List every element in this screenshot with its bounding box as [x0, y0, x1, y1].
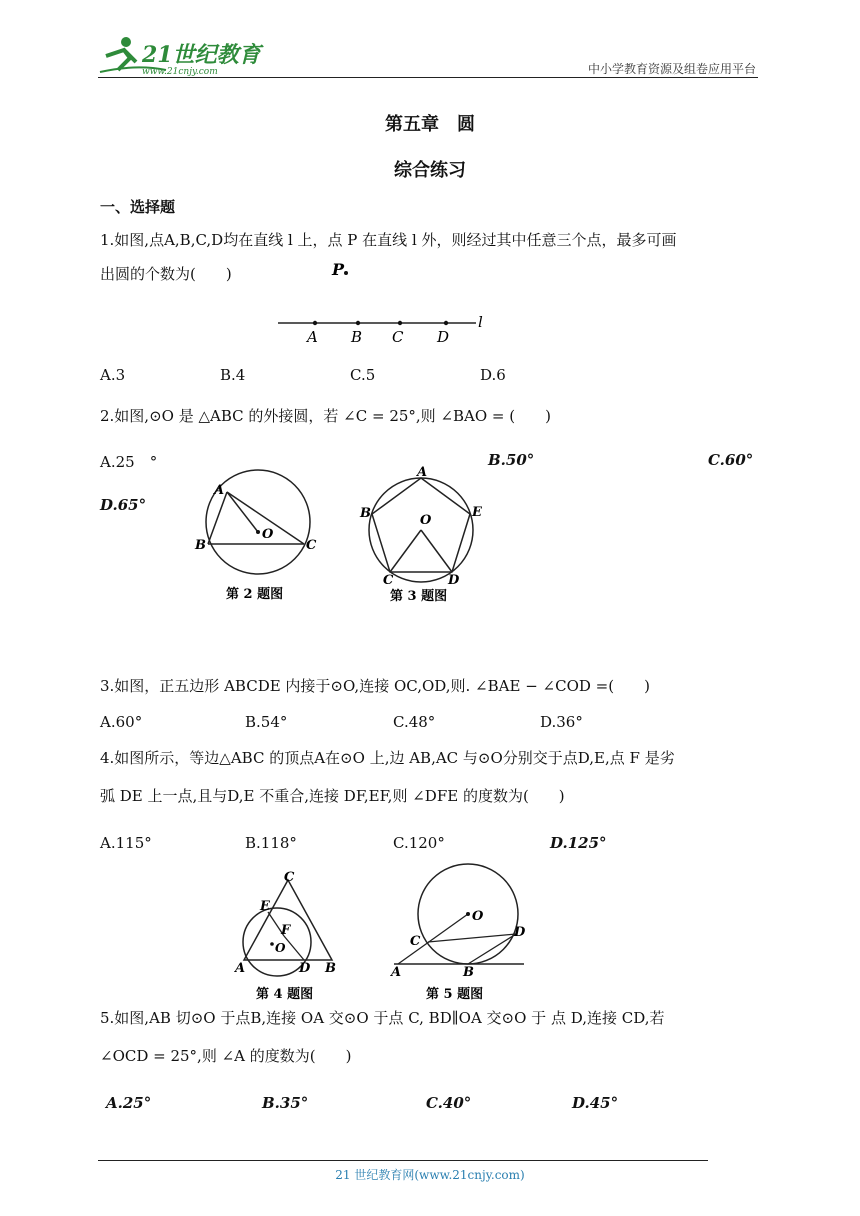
fig5-caption: 第 5 题图 [426, 987, 484, 1002]
q2-option-b[interactable]: B.50° [488, 451, 535, 469]
svg-text:C: C [284, 870, 295, 885]
chapter-title: 第五章 圆 [385, 114, 475, 135]
svg-text:B: B [325, 961, 336, 976]
q5-option-b[interactable]: B.35° [262, 1094, 309, 1112]
svg-text:D: D [448, 573, 460, 588]
runner-logo-icon [96, 34, 266, 78]
q5-option-d[interactable]: D.45° [572, 1094, 619, 1112]
label-C: C [392, 328, 404, 346]
fig3-pentagon [355, 462, 495, 608]
q1-option-d[interactable]: D.6 [480, 366, 506, 384]
label-l: l [478, 313, 483, 331]
fig5-tangent-circle [388, 862, 528, 1006]
label-D: D [437, 328, 450, 346]
site-logo [96, 34, 266, 78]
q1-line1: 1.如图,点A,B,C,D均在直线 l 上，点 P 在直线 l 外，则经过其中任意三个点，最多可画 [100, 231, 677, 249]
svg-text:O: O [275, 941, 286, 955]
q5-line2: ∠OCD = 25°,则 ∠A 的度数为( ) [100, 1047, 352, 1065]
label-P: P [332, 260, 345, 279]
svg-text:E: E [260, 899, 270, 914]
svg-text:C: C [306, 538, 317, 553]
q4-line1: 4.如图所示，等边△ABC 的顶点A在⊙O 上,边 AB,AC 与⊙O分别交于点D,E,点 F 是劣 [100, 749, 675, 767]
q3-text: 3.如图，正五边形 ABCDE 内接于⊙O,连接 OC,OD,则. ∠BAE − ∠COD =( ) [100, 677, 650, 695]
q5-text [100, 1006, 770, 1068]
svg-text:E: E [472, 505, 482, 520]
q1-option-c[interactable]: C.5 [350, 366, 376, 384]
q1-figure [270, 255, 500, 355]
svg-text:D: D [299, 961, 311, 976]
label-A: A [307, 328, 318, 346]
q2-text: 2.如图,⊙O 是 △ABC 的外接圆，若 ∠C = 25°,则 ∠BAO = ( ) [100, 407, 551, 425]
q1-option-b[interactable]: B.4 [220, 366, 246, 384]
q5-option-c[interactable]: C.40° [426, 1094, 472, 1112]
svg-text:C: C [383, 573, 394, 588]
fig2-caption: 第 2 题图 [226, 587, 284, 602]
q4-option-c[interactable]: C.120° [393, 834, 445, 852]
section-heading: 一、选择题 [100, 198, 176, 216]
q4-line2: 弧 DE 上一点,且与D,E 不重合,连接 DF,EF,则 ∠DFE 的度数为( ) [100, 787, 565, 805]
svg-text:D: D [514, 925, 526, 940]
q4-text [100, 746, 770, 808]
q5-line1: 5.如图,AB 切⊙O 于点B,连接 OA 交⊙O 于点 C, BD∥OA 交⊙O 于 点 D,连接 CD,若 [100, 1009, 665, 1027]
q4-option-d[interactable]: D.125° [550, 834, 607, 852]
svg-text:O: O [472, 909, 484, 924]
q1-option-a[interactable]: A.3 [100, 366, 126, 384]
svg-text:B: B [360, 506, 371, 521]
q3-option-b[interactable]: B.54° [245, 713, 288, 731]
q2-option-c[interactable]: C.60° [708, 451, 754, 469]
svg-text:C: C [410, 934, 421, 949]
subtitle: 综合练习 [394, 160, 466, 181]
svg-text:B: B [195, 538, 206, 553]
footer-link[interactable]: 21 世纪教育网(www.21cnjy.com) [335, 1168, 525, 1182]
q4-option-b[interactable]: B.118° [245, 834, 297, 852]
svg-text:F: F [281, 923, 291, 938]
q2-option-a[interactable]: A.25 ° [100, 453, 158, 471]
footer-divider [98, 1160, 708, 1161]
q3-option-d[interactable]: D.36° [540, 713, 583, 731]
label-B: B [351, 328, 363, 346]
svg-text:21世纪教育: 21世纪教育 [142, 42, 261, 68]
svg-text:A: A [417, 465, 428, 480]
q5-option-a[interactable]: A.25° [106, 1094, 152, 1112]
q3-option-c[interactable]: C.48° [393, 713, 436, 731]
header-divider [98, 77, 758, 78]
q4-option-a[interactable]: A.115° [100, 834, 152, 852]
svg-text:B: B [463, 965, 474, 980]
svg-text:A: A [214, 483, 225, 498]
fig3-caption: 第 3 题图 [390, 589, 448, 604]
q3-option-a[interactable]: A.60° [100, 713, 143, 731]
svg-text:A: A [235, 961, 246, 976]
fig2-circle-triangle [190, 462, 340, 608]
q2-option-d[interactable]: D.65° [100, 496, 147, 514]
fig4-caption: 第 4 题图 [256, 987, 314, 1002]
svg-text:www.21cnjy.com: www.21cnjy.com [142, 67, 218, 77]
svg-text:O: O [420, 513, 432, 528]
platform-name: 中小学教育资源及组卷应用平台 [587, 62, 756, 76]
svg-text:O: O [262, 527, 274, 542]
fig4-triangle-circle [232, 868, 352, 1006]
svg-text:A: A [391, 965, 402, 980]
q1-line2: 出圆的个数为( ) [100, 265, 232, 283]
